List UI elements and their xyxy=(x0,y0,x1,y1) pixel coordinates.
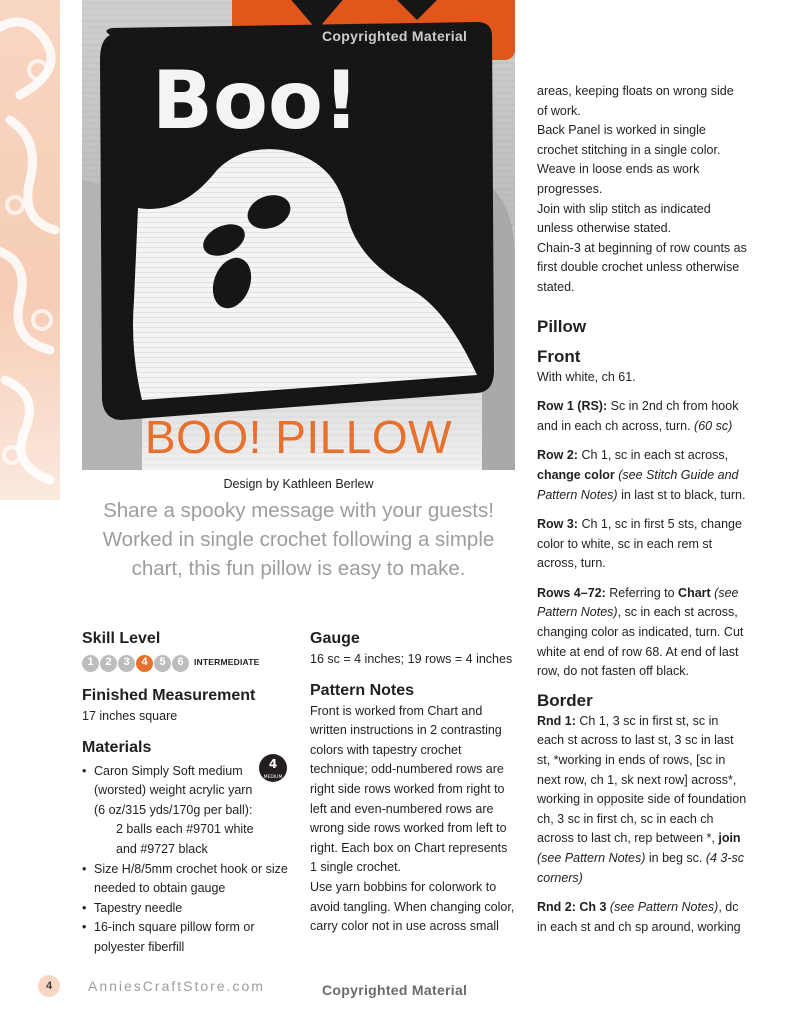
pattern-notes-heading: Pattern Notes xyxy=(310,681,415,699)
row-2-instruction: Row 2: Ch 1, sc in each st across, change color (see Stitch Guide and Pattern Notes) in last st to black, turn. xyxy=(537,448,746,502)
watermark-bottom: Copyrighted Material xyxy=(322,982,468,998)
pattern-note: Front is worked from Chart and written instructions in 2 contrasting colors with tapestry crochet technique; odd-numbered rows are right side rows worked from right to left and even-numbered rows are wrong side rows worked from left to right. Each box on Chart represents 1 single crochet. xyxy=(310,703,508,875)
pattern-note: Use yarn bobbins for colorwork to avoid tangling. When changing color, carry color not in use across small xyxy=(310,879,515,934)
watermark-top: Copyrighted Material xyxy=(322,28,468,44)
pillow-heading: Pillow xyxy=(537,316,587,336)
decorative-side-strip xyxy=(0,0,60,500)
skill-level-heading: Skill Level xyxy=(82,630,161,647)
materials-heading: Materials xyxy=(82,738,152,756)
skill-dot-5: 5 xyxy=(154,655,171,672)
skill-dot-4: 4 xyxy=(136,655,153,672)
front-intro: With white, ch 61. xyxy=(537,369,636,384)
materials-list xyxy=(82,762,294,958)
pillow-boo-text: Boo! xyxy=(152,54,360,147)
skill-dot-3: 3 xyxy=(118,655,135,672)
finished-measurement-value: 17 inches square xyxy=(82,709,178,723)
border-heading: Border xyxy=(537,690,593,710)
skill-level-indicator xyxy=(82,653,294,673)
materials-item: • Size H/8/5mm crochet hook or size needed to obtain gauge xyxy=(82,860,294,899)
pattern-title: BOO! PILLOW xyxy=(144,411,453,463)
skill-dot-6: 6 xyxy=(172,655,189,672)
column-left xyxy=(82,628,294,958)
rows-4-72-instruction: Rows 4–72: Referring to Chart (see Pattern Notes), sc in each st across, changing color as indicated, turn. Cut white at end of row 68. At end of last row, do not fasten off black. xyxy=(537,585,744,679)
pillow-photo xyxy=(82,0,515,470)
intro-text: Share a spooky message with your guests! Worked in single crochet following a simple chart, this fun pillow is easy to make. xyxy=(102,499,495,580)
materials-item: • Tapestry needle xyxy=(82,899,294,919)
column-right xyxy=(537,82,747,937)
gauge-heading: Gauge xyxy=(310,630,360,647)
front-heading: Front xyxy=(537,346,581,366)
pattern-note: Join with slip stitch as indicated unless otherwise stated. xyxy=(537,201,711,236)
gauge-value: 16 sc = 4 inches; 19 rows = 4 inches xyxy=(310,652,513,666)
skill-dot-2: 2 xyxy=(100,655,117,672)
row-1-instruction: Row 1 (RS): Sc in 2nd ch from hook and in each ch across, turn. (60 sc) xyxy=(537,399,739,433)
pattern-note: Chain-3 at beginning of row counts as first double crochet unless otherwise stated. xyxy=(537,240,747,294)
skill-level-label: INTERMEDIATE xyxy=(194,657,260,668)
svg-text:4: 4 xyxy=(268,756,278,771)
round-1-instruction: Rnd 1: Ch 1, 3 sc in first st, sc in each st across to last st, 3 sc in last st, *working in ends of rows, [sc in next row, ch 1, sk next row] across*, working in opposite side of foundation ch, 3 sc in first ch, sc in each ch across to last ch, rep between *, join (see Pattern Notes) in beg sc. (4 3-sc corners) xyxy=(537,713,747,885)
column-middle xyxy=(310,628,515,937)
svg-text:MEDIUM: MEDIUM xyxy=(263,774,283,780)
designer-byline: Design by Kathleen Berlew xyxy=(223,477,374,491)
pillow-illustration xyxy=(82,0,515,470)
finished-measurement-heading: Finished Measurement xyxy=(82,687,256,704)
footer-website-link[interactable]: AnniesCraftStore.com xyxy=(88,978,265,994)
page-number: 4 xyxy=(38,975,60,997)
round-2-instruction: Rnd 2: Ch 3 (see Pattern Notes), dc in each st and ch sp around, working xyxy=(537,900,741,934)
materials-item: • Caron Simply Soft medium (worsted) weight acrylic yarn (6 oz/315 yds/170g per ball): 2 balls each #9701 white and #9727 black xyxy=(82,762,294,860)
materials-item: • 16-inch square pillow form or polyester fiberfill xyxy=(82,918,294,957)
pattern-note: Back Panel is worked in single crochet stitching in a single color. Weave in loose ends as work progresses. xyxy=(537,123,721,196)
skill-dot-1: 1 xyxy=(82,655,99,672)
hook-pattern-graphic xyxy=(0,0,60,500)
pattern-note-continued: areas, keeping floats on wrong side of work. xyxy=(537,84,734,118)
row-3-instruction: Row 3: Ch 1, sc in first 5 sts, change color to white, sc in each rem st across, turn. xyxy=(537,517,742,571)
